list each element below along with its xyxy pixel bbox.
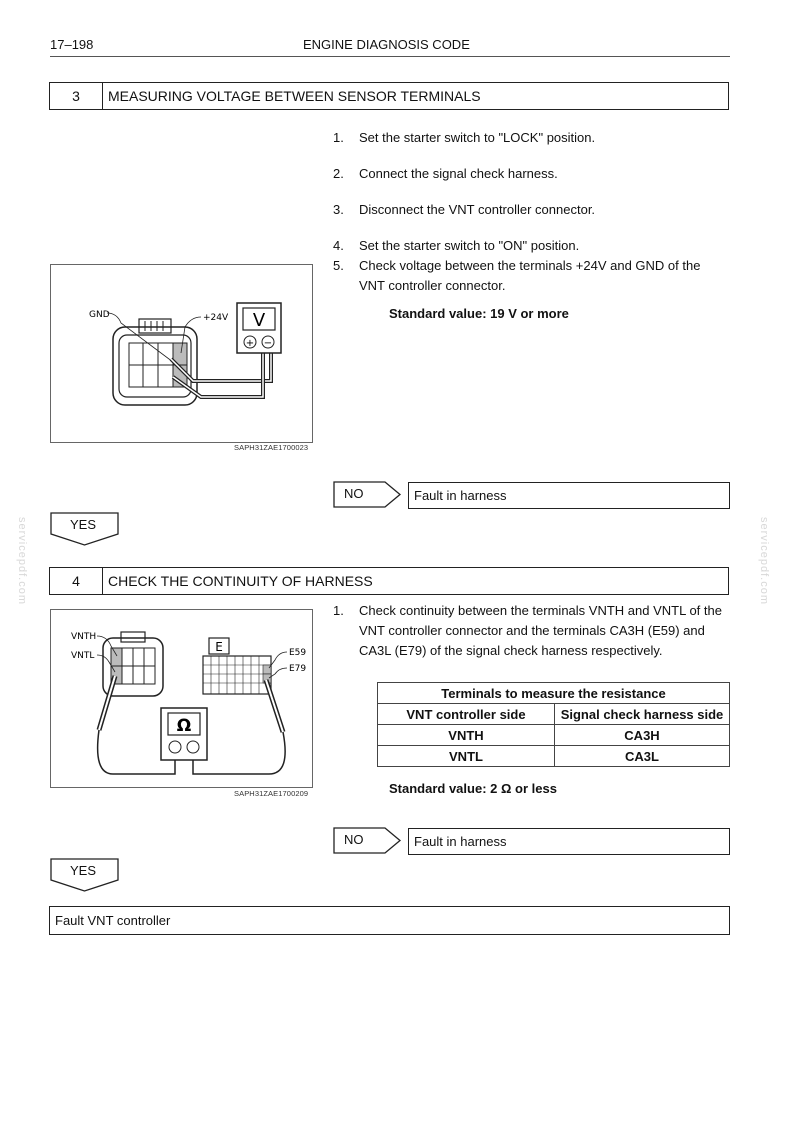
step-4-no-arrow <box>333 827 401 853</box>
section-title: ENGINE DIAGNOSIS CODE <box>303 37 470 52</box>
step-3-instruction-2: 2. Connect the signal check harness. <box>333 166 558 181</box>
step-3-no-label: NO <box>344 486 364 501</box>
watermark-left: servicepdf.com <box>15 517 28 605</box>
step-4-yes-label: YES <box>70 863 97 878</box>
step-4-no-label: NO <box>344 832 364 847</box>
step-4-number: 4 <box>50 568 103 594</box>
table-row: VNTH CA3H <box>378 725 730 746</box>
resistance-terminals-table <box>377 682 730 767</box>
step-4-no-result: Fault in harness <box>408 828 730 855</box>
table-row: VNTL CA3L <box>378 746 730 767</box>
step-3-title: MEASURING VOLTAGE BETWEEN SENSOR TERMINALS <box>108 88 481 104</box>
label-e79: E79 <box>289 664 307 674</box>
step-3-no-result: Fault in harness <box>408 482 730 509</box>
step-4-yes-arrow <box>50 858 120 890</box>
step-3-instruction-4: 4. Set the starter switch to "ON" position. <box>333 238 580 253</box>
label-e59: E59 <box>289 648 307 658</box>
label-vntl: VNTL <box>71 651 95 661</box>
continuity-diagram-svg <box>51 610 314 789</box>
table-caption: Terminals to measure the resistance <box>378 683 730 704</box>
header-rule <box>50 56 730 57</box>
label-24v: +24V <box>203 313 229 323</box>
step-3-no-arrow <box>333 481 401 507</box>
continuity-measurement-figure <box>50 609 313 788</box>
step-3-yes-label: YES <box>70 517 97 532</box>
final-result: Fault VNT controller <box>49 906 730 935</box>
step-3-header <box>49 82 729 110</box>
step-3-yes-arrow <box>50 512 120 544</box>
watermark-right: servicepdf.com <box>757 517 770 605</box>
voltage-diagram-svg <box>51 265 314 444</box>
step-3-instruction-3: 3. Disconnect the VNT controller connector. <box>333 202 596 217</box>
svg-text:+: + <box>245 338 255 349</box>
label-gnd: GND <box>89 310 110 320</box>
step-3-instruction-5: 5. Check voltage between the terminals +24V and GND of the VNT controller connector. <box>333 258 701 293</box>
voltage-measurement-figure <box>50 264 313 443</box>
figure-4-caption: SAPH31ZAE1700209 <box>234 789 309 798</box>
ohmmeter-symbol: Ω <box>176 716 192 736</box>
step-3-instruction-1: 1. Set the starter switch to "LOCK" position. <box>333 130 596 145</box>
svg-text:−: − <box>263 338 273 349</box>
figure-3-caption: SAPH31ZAE1700023 <box>234 443 309 452</box>
step-3-number: 3 <box>50 83 103 109</box>
table-header-harness: Signal check harness side <box>555 704 730 725</box>
step-4-instruction-1: 1. Check continuity between the terminals VNTH and VNTL of the VNT controller connector and the terminals CA3H (E59) and CA3L (E79) of the signal check harness respectively. <box>333 603 722 658</box>
voltmeter-symbol: V <box>252 310 266 331</box>
step-4-header <box>49 567 729 595</box>
label-vnth: VNTH <box>71 632 97 642</box>
step-4-title: CHECK THE CONTINUITY OF HARNESS <box>108 573 373 589</box>
step-3-standard-value: Standard value: 19 V or more <box>389 306 569 321</box>
table-header-vnt: VNT controller side <box>378 704 555 725</box>
page-number: 17–198 <box>50 37 94 52</box>
label-e: E <box>215 640 223 654</box>
step-4-standard-value: Standard value: 2 Ω or less <box>389 781 557 796</box>
